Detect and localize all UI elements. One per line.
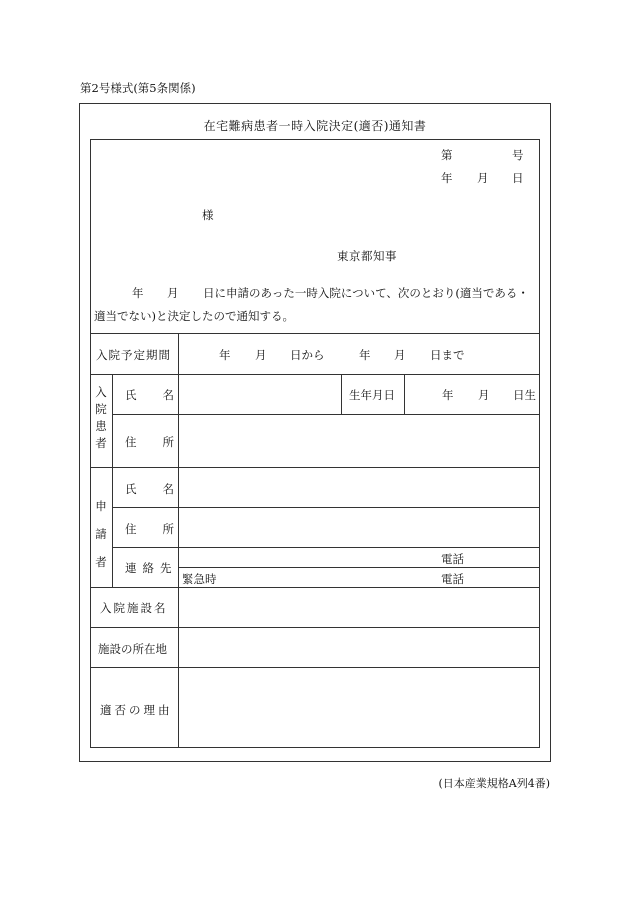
- number-suffix: 号: [512, 148, 524, 162]
- facility-name-label: 入院施設名: [100, 601, 168, 615]
- divider: [90, 374, 540, 375]
- date-month: 月: [477, 171, 489, 185]
- patient-group-label: 入 院 患 者: [95, 385, 107, 450]
- divider: [90, 333, 540, 334]
- divider: [341, 374, 342, 414]
- period-label: 入院予定期間: [96, 348, 171, 362]
- divider: [112, 507, 540, 508]
- date-day: 日: [512, 171, 524, 185]
- body-year: 年: [132, 286, 144, 300]
- document-title: 在宅難病患者一時入院決定(適否)通知書: [203, 119, 427, 133]
- divider: [90, 627, 540, 628]
- recipient-suffix: 様: [202, 208, 214, 222]
- period-from-month: 月: [255, 348, 267, 362]
- patient-birth-label: 生年月日: [349, 388, 395, 402]
- reason-label: 適否の理由: [100, 703, 173, 717]
- divider: [178, 567, 540, 568]
- applicant-name-label: 氏名: [125, 482, 200, 496]
- body-line-1: 日に申請のあった一時入院について、次のとおり(適当である・: [203, 286, 529, 300]
- period-to-month: 月: [394, 348, 406, 362]
- date-year: 年: [441, 171, 453, 185]
- number-prefix: 第: [441, 148, 453, 162]
- divider: [112, 547, 540, 548]
- period-from-year: 年: [219, 348, 231, 362]
- issuer: 東京都知事: [337, 249, 397, 263]
- paper-size-note: (日本産業規格A列4番): [438, 777, 550, 790]
- patient-birth-month: 月: [478, 388, 490, 402]
- patient-name-label: 氏名: [125, 388, 200, 402]
- divider: [112, 414, 540, 415]
- period-from-day: 日から: [290, 348, 325, 362]
- divider: [90, 667, 540, 668]
- applicant-phone-label: 電話: [441, 552, 464, 566]
- applicant-group-label: 申 請 者: [95, 499, 107, 569]
- applicant-emergency-phone-label: 電話: [441, 572, 464, 586]
- applicant-emergency-label: 緊急時: [182, 572, 217, 586]
- patient-birth-year: 年: [442, 388, 454, 402]
- patient-birth-day: 日生: [513, 388, 536, 402]
- form-number-label: 第2号様式(第5条関係): [80, 81, 196, 95]
- body-line-2: 適当でない)と決定したので通知する。: [94, 309, 294, 323]
- facility-location-label: 施設の所在地: [98, 642, 167, 656]
- divider: [90, 467, 540, 468]
- applicant-address-label: 住所: [125, 522, 200, 536]
- period-to-day: 日まで: [430, 348, 465, 362]
- divider: [112, 374, 113, 587]
- divider: [404, 374, 405, 414]
- applicant-contact-label: 連絡先: [125, 561, 178, 575]
- patient-address-label: 住所: [125, 435, 200, 449]
- period-to-year: 年: [359, 348, 371, 362]
- body-month: 月: [167, 286, 179, 300]
- divider: [90, 587, 540, 588]
